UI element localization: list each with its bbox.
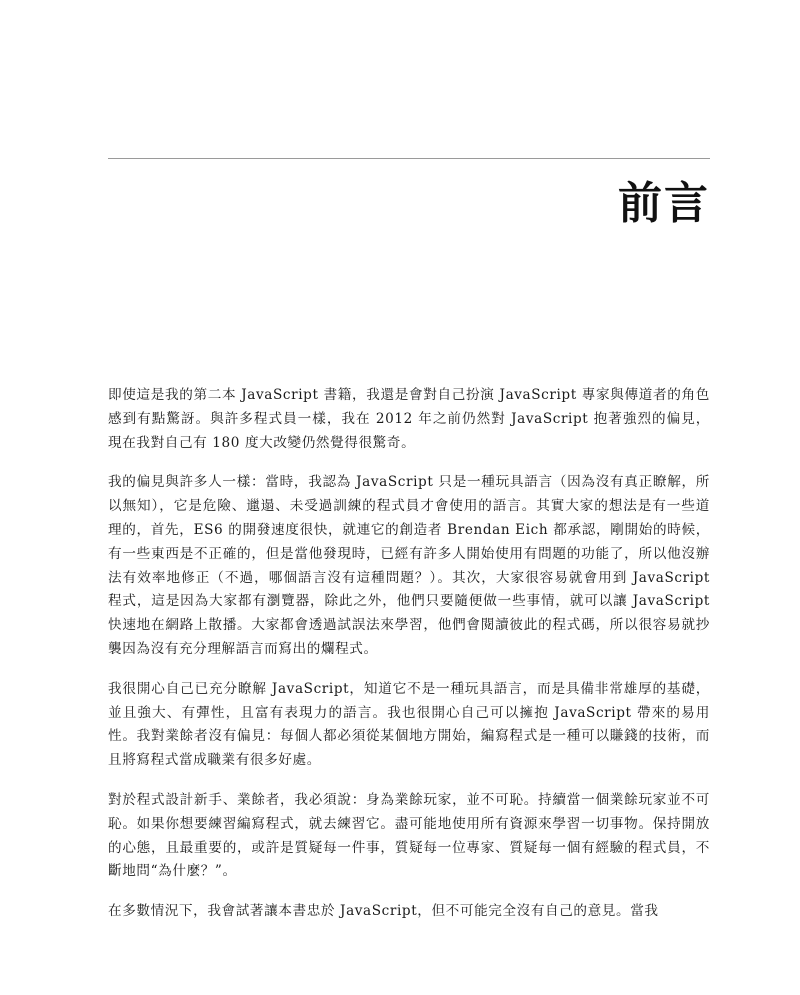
- paragraph-4: 對於程式設計新手、業餘者，我必須說：身為業餘玩家，並不可恥。持續當一個業餘玩家並不可恥。如果你想要練習編寫程式，就去練習它。盡可能地使用所有資源來學習一切事物。保持開放的心態，且最重要的，或許是質疑每一件事，質疑每一位專家、質疑每一個有經驗的程式員，不斷地問“為什麼？”。: [108, 791, 710, 880]
- paragraph-5: 在多數情況下，我會試著讓本書忠於 JavaScript，但不可能完全沒有自己的意見。當我: [108, 903, 659, 920]
- paragraph-2: 我的偏見與許多人一樣：當時，我認為 JavaScript 只是一種玩具語言（因為沒有真正瞭解，所以無知），它是危險、邋遢、未受過訓練的程式員才會使用的語言。其實大家的想法是有一些道理的，首先，ES6 的開發速度很快，就連它的創造者 Brendan Eich 都承認，剛開始的時候，有一些東西是不正確的，但是當他發現時，已經有許多人開始使用有問題的功能了，所以他沒辦法有效率地修正（不過，哪個語言沒有這種問題？）。其次，大家很容易就會用到 JavaScript 程式，這是因為大家都有瀏覽器，除此之外，他們只要隨便做一些事情，就可以讓 JavaScript 快速地在網路上散播。大家都會透過試誤法來學習，他們會閱讀彼此的程式碼，所以很容易就抄襲因為沒有充分理解語言而寫出的爛程式。: [108, 474, 710, 657]
- paragraph-1: 即使這是我的第二本 JavaScript 書籍，我還是會對自己扮演 JavaScript 專家與傳道者的角色感到有點驚訝。與許多程式員一樣，我在 2012 年之前仍然對 JavaScript 抱著強烈的偏見，現在我對自己有 180 度大改變仍然覺得很驚奇。: [108, 387, 710, 451]
- paragraph-3: 我很開心自己已充分瞭解 JavaScript，知道它不是一種玩具語言，而是具備非常雄厚的基礎，並且強大、有彈性，且富有表現力的語言。我也很開心自己可以擁抱 JavaScript 帶來的易用性。我對業餘者沒有偏見：每個人都必須從某個地方開始，編寫程式是一種可以賺錢的技術，而且將寫程式當成職業有很多好處。: [108, 680, 710, 769]
- page-title: 前言: [618, 178, 710, 229]
- header-rule: [108, 158, 710, 159]
- body-text: [108, 384, 710, 940]
